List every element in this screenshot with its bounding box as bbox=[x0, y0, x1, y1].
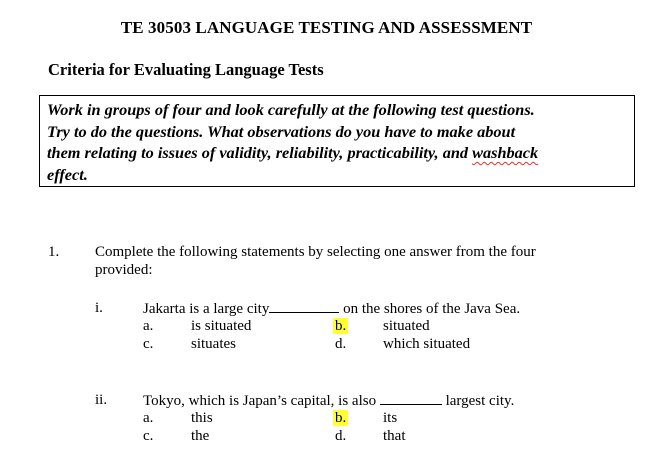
option-letter: d. bbox=[335, 336, 347, 352]
option-text: is situated bbox=[191, 318, 252, 334]
option-letter: a. bbox=[143, 318, 154, 334]
option-letter: c. bbox=[143, 428, 154, 444]
option-text: this bbox=[191, 410, 213, 426]
item-numeral: i. bbox=[95, 300, 103, 316]
item-stem bbox=[143, 300, 520, 318]
option-text: the bbox=[191, 428, 210, 444]
option-letter bbox=[333, 318, 348, 335]
section-heading: Criteria for Evaluating Language Tests bbox=[48, 60, 324, 79]
item-stem-text: Jakarta is a large city bbox=[143, 301, 270, 317]
option-letter: d. bbox=[335, 428, 347, 444]
item-stem-text: largest city. bbox=[441, 393, 515, 409]
instruction-line: effect. bbox=[47, 164, 88, 184]
question-prompt-line: provided: bbox=[95, 262, 153, 278]
instruction-line: Try to do the questions. What observations do you have to make about bbox=[47, 121, 516, 141]
answer-blank bbox=[380, 392, 442, 405]
instruction-line-text: them relating to issues of validity, reliability, practicability, and bbox=[47, 143, 469, 162]
item-stem-text: on the shores of the Java Sea. bbox=[339, 301, 521, 317]
answer-blank bbox=[269, 300, 339, 313]
option-text: situates bbox=[191, 336, 236, 352]
question-number: 1. bbox=[48, 244, 60, 260]
option-text: that bbox=[383, 428, 406, 444]
option-text: its bbox=[383, 410, 398, 426]
instruction-line: Work in groups of four and look carefully at the following test questions. bbox=[47, 100, 535, 119]
highlighted-option-letter: b. bbox=[335, 318, 347, 334]
option-text: situated bbox=[383, 318, 430, 334]
option-letter: c. bbox=[143, 336, 154, 352]
question-prompt-line: Complete the following statements by selecting one answer from the four bbox=[95, 244, 536, 260]
instruction-line bbox=[47, 142, 627, 164]
item-stem-text: Tokyo, which is Japan’s capital, is also bbox=[143, 393, 380, 409]
item-numeral: ii. bbox=[95, 392, 108, 408]
option-text: which situated bbox=[383, 336, 471, 352]
instruction-box bbox=[39, 95, 635, 187]
spellcheck-flagged-word: washback bbox=[472, 143, 539, 162]
document-title: TE 30503 LANGUAGE TESTING AND ASSESSMENT bbox=[120, 18, 533, 37]
option-letter: a. bbox=[143, 410, 154, 426]
highlighted-option-letter: b. bbox=[335, 410, 347, 426]
item-stem bbox=[143, 392, 514, 410]
option-letter bbox=[333, 410, 348, 427]
